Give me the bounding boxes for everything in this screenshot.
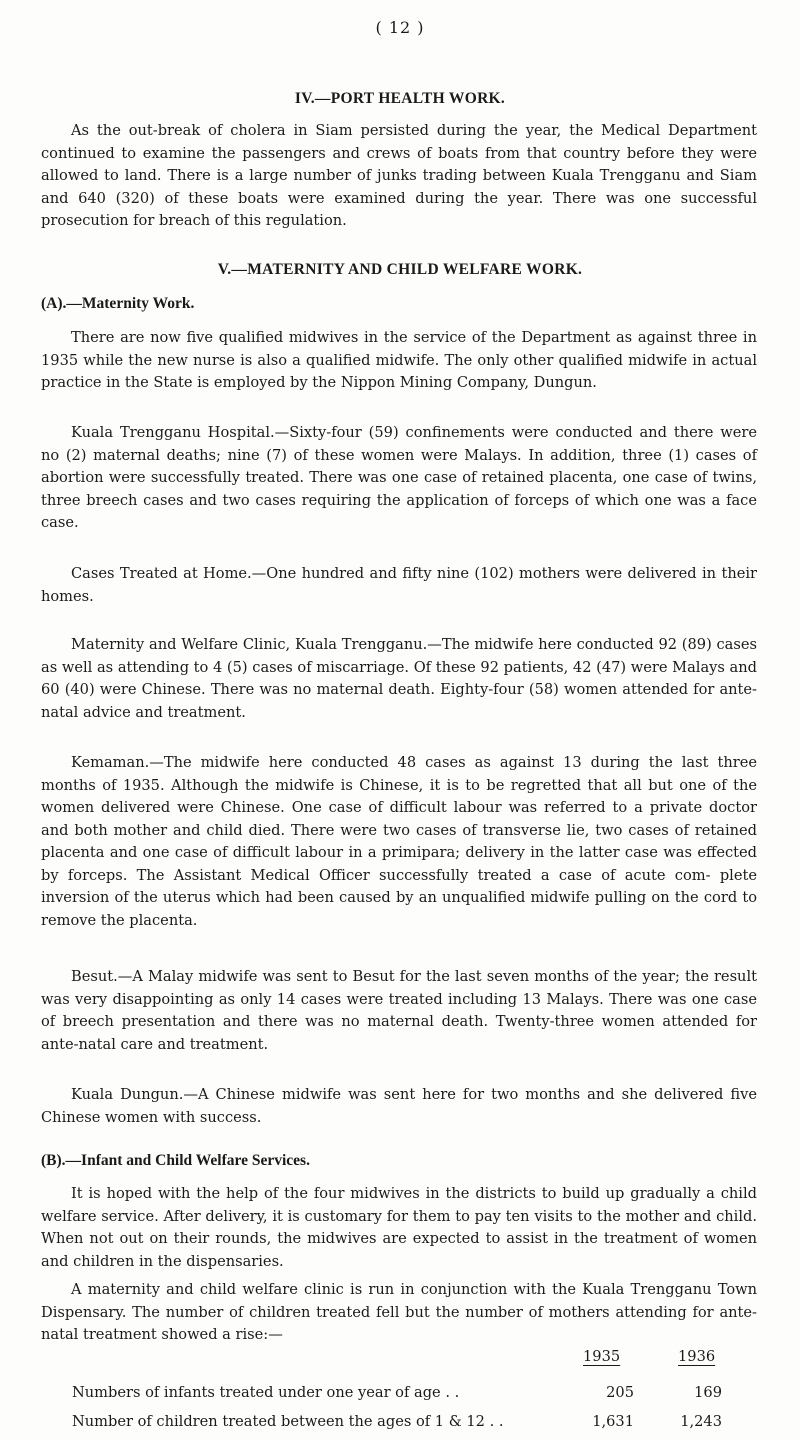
row-label: Numbers of infants treated under one year of age . .	[72, 1384, 460, 1401]
column-header-1936: 1936	[678, 1348, 716, 1365]
subheading-maternity-work: (A).—Maternity Work.	[41, 295, 195, 312]
value-1935: 205	[606, 1384, 634, 1401]
paragraph-besut: Besut.—A Malay midwife was sent to Besut for the last seven months of the year; the result was very disappointing as only 14 cases were treated including 13 Malays. There was one case of breech presentation and there was no maternal death. Twenty-three women attended for ante-natal care and treatment.	[41, 968, 757, 1053]
column-header-1935: 1935	[583, 1348, 621, 1365]
subheading-infant-child-welfare: (B).—Infant and Child Welfare Services.	[41, 1152, 310, 1169]
section-heading-port-health: IV.—PORT HEALTH WORK.	[294, 90, 506, 107]
paragraph-cases-at-home: Cases Treated at Home.—One hundred and fifty nine (102) mothers were delivered in their homes.	[41, 565, 757, 605]
section-heading-maternity: V.—MATERNITY AND CHILD WELFARE WORK.	[217, 261, 583, 278]
value-1936: 169	[694, 1384, 722, 1401]
value-1935: 1,631	[592, 1413, 634, 1430]
paragraph-kuala-dungun: Kuala Dungun.—A Chinese midwife was sent here for two months and she delivered five Chinese women with success.	[41, 1086, 757, 1126]
page-number: ( 12 )	[375, 18, 425, 37]
paragraph-child-welfare-service: It is hoped with the help of the four midwives in the districts to build up gradually a child welfare service. After delivery, it is customary for them to pay ten visits to the mother and child. When not out on their rounds, the midwives are expected to assist in the treatment of women and children in the dispensaries.	[41, 1185, 757, 1270]
paragraph-kemaman: Kemaman.—The midwife here conducted 48 cases as against 13 during the last three months of 1935. Although the midwife is Chinese, it is to be regretted that all but one of the women delivered were Chinese. One case of difficult labour was referred to a private doctor and both mother and child died. There were two cases of transverse lie, two cases of retained placenta and one case of difficult labour in a primipara; delivery in the latter case was effected by forceps. The Assistant Medical Officer successfully treated a case of acute com- plete inversion of the uterus which had been caused by an unqualified midwife pulling on the cord to remove the placenta.	[41, 754, 757, 929]
row-label: Number of children treated between the ages of 1 & 12 . .	[72, 1413, 504, 1430]
paragraph-port-health: As the out-break of cholera in Siam persisted during the year, the Medical Department continued to examine the passengers and crews of boats from that country before they were allowed to land. There is a large number of junks trading between Kuala Trengganu and Siam and 640 (320) of these boats were examined during the year. There was one successful prosecution for breach of this regulation.	[41, 122, 757, 229]
paragraph-kuala-trengganu-hospital: Kuala Trengganu Hospital.—Sixty-four (59) confinements were conducted and there were no (2) maternal deaths; nine (7) of these women were Malays. In addition, three (1) cases of abortion were successfully treated. There was one case of retained placenta, one case of twins, three breech cases and two cases requiring the application of forceps of which one was a face case.	[41, 424, 757, 531]
value-1936: 1,243	[680, 1413, 722, 1430]
paragraph-welfare-clinic: Maternity and Welfare Clinic, Kuala Trengganu.—The midwife here conducted 92 (89) cases as well as attending to 4 (5) cases of miscarriage. Of these 92 patients, 42 (47) were Malays and 60 (40) were Chinese. There was no maternal death. Eighty-four (58) women attended for ante-natal advice and treatment.	[41, 636, 757, 721]
paragraph-clinic-dispensary: A maternity and child welfare clinic is run in conjunction with the Kuala Trengganu Town Dispensary. The number of children treated fell but the number of mothers attending for ante-natal treatment showed a rise:—	[41, 1281, 757, 1343]
paragraph-midwives: There are now five qualified midwives in the service of the Department as against three in 1935 while the new nurse is also a qualified midwife. The only other qualified midwife in actual practice in the State is employed by the Nippon Mining Company, Dungun.	[41, 329, 757, 391]
